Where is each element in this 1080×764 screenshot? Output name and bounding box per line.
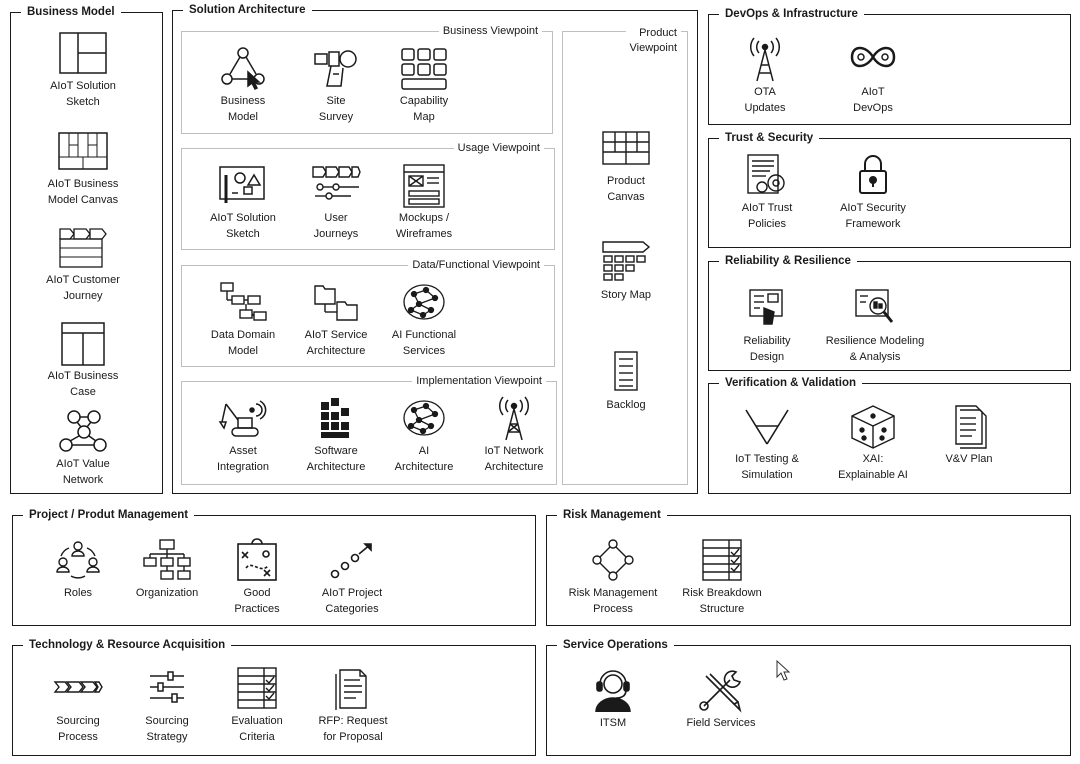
- project-categories-icon: [327, 538, 377, 584]
- item-label: V&V Plan: [945, 453, 993, 465]
- item-label: IoT Network Architecture: [484, 445, 544, 473]
- pm-project-categories[interactable]: [304, 538, 400, 617]
- v-model-icon: [742, 404, 792, 450]
- bv-site-survey[interactable]: [288, 46, 384, 125]
- antenna-icon: [489, 396, 539, 442]
- item-label: AI Architecture: [394, 445, 454, 473]
- item-label: AIoT Business Model Canvas: [47, 178, 119, 206]
- item-label: AIoT Business Case: [47, 370, 119, 398]
- so-itsm[interactable]: [565, 668, 661, 731]
- item-label: Sourcing Process: [56, 715, 100, 743]
- item-label: AIoT DevOps: [853, 86, 893, 114]
- reliability-design[interactable]: [719, 286, 815, 365]
- wireframes-icon: [399, 163, 449, 209]
- resilience-modeling[interactable]: [817, 286, 933, 365]
- backlog-icon: [601, 350, 651, 396]
- item-label: Risk Breakdown Structure: [682, 587, 762, 615]
- iv-asset-integration[interactable]: [195, 396, 291, 475]
- ta-rfp[interactable]: [305, 666, 401, 745]
- item-label: Data Domain Model: [210, 329, 276, 357]
- iv-software-architecture[interactable]: [288, 396, 384, 475]
- policy-document-icon: [742, 153, 792, 199]
- devops-title: DevOps & Infrastructure: [719, 6, 864, 22]
- bm-business-case[interactable]: [35, 321, 131, 400]
- iv-ai-architecture[interactable]: [376, 396, 472, 475]
- business-model-panel: [10, 6, 163, 494]
- site-survey-icon: [311, 46, 361, 92]
- dv-ai-functional-services[interactable]: [376, 280, 472, 359]
- iv-iot-network-architecture[interactable]: [466, 396, 562, 475]
- sliders-icon: [142, 666, 192, 712]
- item-label: XAI: Explainable AI: [838, 453, 908, 481]
- business-viewpoint-title: Business Viewpoint: [439, 24, 542, 39]
- checklist-icon: [232, 666, 282, 712]
- org-chart-icon: [142, 538, 192, 584]
- service-operations-title: Service Operations: [557, 637, 674, 653]
- item-label: Backlog: [606, 399, 646, 411]
- risk-management-panel: [546, 509, 1071, 626]
- uv-solution-sketch[interactable]: [195, 163, 291, 242]
- so-field-services[interactable]: [673, 668, 769, 731]
- item-label: AIoT Trust Policies: [741, 202, 793, 230]
- mouse-cursor-icon: [776, 660, 792, 682]
- bm-value-network[interactable]: [35, 409, 131, 488]
- bv-capability-map[interactable]: [376, 46, 472, 125]
- data-functional-viewpoint-title: Data/Functional Viewpoint: [408, 258, 544, 273]
- risk-process[interactable]: [553, 538, 673, 617]
- item-label: Software Architecture: [306, 445, 366, 473]
- trust-policies[interactable]: [719, 153, 815, 232]
- pv-backlog[interactable]: [578, 350, 674, 413]
- value-network-icon: [58, 409, 108, 455]
- product-viewpoint: [562, 27, 688, 485]
- item-label: Field Services: [686, 717, 756, 729]
- pv-product-canvas[interactable]: [578, 126, 674, 205]
- solution-sketch-icon: [58, 31, 108, 77]
- item-label: AIoT Service Architecture: [304, 329, 368, 357]
- capability-map-icon: [399, 46, 449, 92]
- item-label: Sourcing Strategy: [145, 715, 189, 743]
- ta-sourcing-process[interactable]: [30, 666, 126, 745]
- item-label: Story Map: [600, 289, 652, 301]
- pv-story-map[interactable]: [578, 240, 674, 303]
- good-practices-icon: [232, 538, 282, 584]
- xai-cube-icon: [848, 404, 898, 450]
- verification-title: Verification & Validation: [719, 375, 862, 391]
- uv-user-journeys[interactable]: [288, 163, 384, 242]
- item-label: RFP: Request for Proposal: [318, 715, 388, 743]
- solution-architecture-title: Solution Architecture: [183, 2, 312, 18]
- item-label: Roles: [63, 587, 93, 599]
- trust-security-panel: [708, 132, 1071, 248]
- product-viewpoint-title: Product Viewpoint: [626, 26, 682, 56]
- business-model-icon: [218, 46, 268, 92]
- item-label: Business Model: [220, 95, 266, 123]
- item-label: AI Functional Services: [391, 329, 457, 357]
- item-label: AIoT Project Categories: [321, 587, 383, 615]
- pm-roles[interactable]: [30, 538, 126, 601]
- resilience-analysis-icon: [850, 286, 900, 332]
- business-case-icon: [58, 321, 108, 367]
- item-label: User Journeys: [313, 212, 359, 240]
- item-label: AIoT Solution Sketch: [50, 80, 116, 108]
- data-functional-viewpoint: [181, 259, 555, 367]
- customer-journey-icon: [58, 225, 108, 271]
- pm-good-practices[interactable]: [209, 538, 305, 617]
- business-model-canvas-icon: [58, 129, 108, 175]
- devops-ota-updates[interactable]: [717, 37, 813, 116]
- ai-brain-icon: [399, 396, 449, 442]
- user-journeys-icon: [311, 163, 361, 209]
- risk-process-icon: [588, 538, 638, 584]
- pm-organization[interactable]: [119, 538, 215, 601]
- trust-security-title: Trust & Security: [719, 130, 819, 146]
- item-label: AIoT Customer Journey: [46, 274, 120, 302]
- item-label: AIoT Value Network: [56, 458, 110, 486]
- bv-business-model[interactable]: [195, 46, 291, 125]
- item-label: Site Survey: [318, 95, 354, 123]
- ta-sourcing-strategy[interactable]: [119, 666, 215, 745]
- roles-icon: [53, 538, 103, 584]
- devops-panel: [708, 8, 1071, 125]
- item-label: Good Practices: [234, 587, 280, 615]
- technology-acquisition-panel: [12, 639, 536, 756]
- reliability-panel: [708, 255, 1071, 371]
- vv-iot-testing[interactable]: [719, 404, 815, 483]
- dv-service-architecture[interactable]: [288, 280, 384, 359]
- item-label: Mockups / Wireframes: [395, 212, 453, 240]
- business-viewpoint: [181, 25, 553, 134]
- risk-breakdown-structure[interactable]: [667, 538, 777, 617]
- antenna-icon: [740, 37, 790, 83]
- item-label: ITSM: [599, 717, 627, 729]
- item-label: AIoT Security Framework: [840, 202, 906, 230]
- verification-panel: [708, 377, 1071, 494]
- lock-icon: [848, 153, 898, 199]
- headset-icon: [588, 668, 638, 714]
- item-label: OTA Updates: [744, 86, 786, 114]
- dv-data-domain-model[interactable]: [195, 280, 291, 359]
- tools-icon: [696, 668, 746, 714]
- item-label: Evaluation Criteria: [231, 715, 283, 743]
- ai-brain-icon: [399, 280, 449, 326]
- risk-management-title: Risk Management: [557, 507, 667, 523]
- item-label: Capability Map: [399, 95, 449, 123]
- service-operations-panel: [546, 639, 1071, 756]
- software-blocks-icon: [311, 396, 361, 442]
- vv-plan[interactable]: [921, 404, 1017, 467]
- service-architecture-icon: [311, 280, 361, 326]
- devops-loop-icon: [848, 37, 898, 83]
- item-label: Reliability Design: [743, 335, 791, 363]
- item-label: Product Canvas: [607, 175, 645, 203]
- checklist-icon: [697, 538, 747, 584]
- usage-viewpoint: [181, 142, 555, 250]
- item-label: Asset Integration: [217, 445, 269, 473]
- solution-sketch-icon: [218, 163, 268, 209]
- devops-aiot-devops[interactable]: [825, 37, 921, 116]
- proposal-document-icon: [328, 666, 378, 712]
- business-model-title: Business Model: [21, 4, 121, 20]
- technology-acquisition-title: Technology & Resource Acquisition: [23, 637, 231, 653]
- uv-wireframes[interactable]: [376, 163, 472, 242]
- chevron-process-icon: [53, 666, 103, 712]
- solution-architecture-panel: [172, 4, 698, 494]
- plan-document-icon: [944, 404, 994, 450]
- bm-solution-sketch[interactable]: [35, 31, 131, 110]
- bm-customer-journey[interactable]: [35, 225, 131, 304]
- story-map-icon: [601, 240, 651, 286]
- project-management-panel: [12, 509, 536, 626]
- item-label: Risk Management Process: [568, 587, 658, 615]
- implementation-viewpoint-title: Implementation Viewpoint: [412, 374, 546, 389]
- item-label: Organization: [135, 587, 199, 599]
- ta-evaluation-criteria[interactable]: [209, 666, 305, 745]
- product-canvas-icon: [601, 126, 651, 172]
- trust-security-framework[interactable]: [825, 153, 921, 232]
- excavator-icon: [218, 396, 268, 442]
- reliability-title: Reliability & Resilience: [719, 253, 857, 269]
- item-label: IoT Testing & Simulation: [735, 453, 799, 481]
- reliability-design-icon: [742, 286, 792, 332]
- bm-business-model-canvas[interactable]: [35, 129, 131, 208]
- item-label: Resilience Modeling & Analysis: [825, 335, 925, 363]
- implementation-viewpoint: [181, 375, 557, 485]
- item-label: AIoT Solution Sketch: [210, 212, 276, 240]
- vv-xai[interactable]: [825, 404, 921, 483]
- usage-viewpoint-title: Usage Viewpoint: [454, 141, 544, 156]
- data-domain-icon: [218, 280, 268, 326]
- project-management-title: Project / Produt Management: [23, 507, 194, 523]
